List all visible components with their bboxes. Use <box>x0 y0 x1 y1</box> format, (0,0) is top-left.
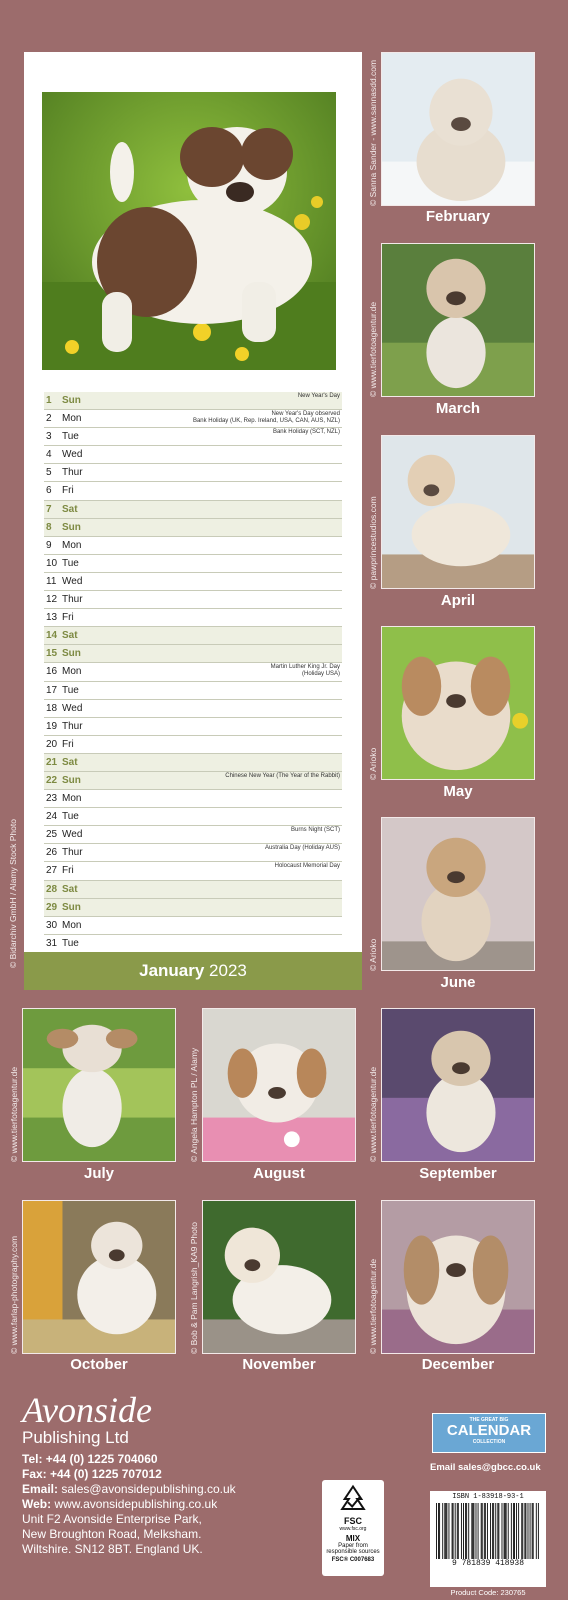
day-row <box>44 537 342 555</box>
day-event: Australia Day (Holiday AUS) <box>264 845 340 852</box>
barcode-bar <box>538 1503 539 1559</box>
june-credit: © Arioko <box>368 938 378 971</box>
day-number: 1 <box>46 395 52 406</box>
weekday: Sat <box>62 630 78 642</box>
march-credit: © www.tierfotoagentur.de <box>368 301 378 397</box>
barcode-bar <box>514 1503 515 1559</box>
year: 2023 <box>209 961 247 980</box>
day-number: 11 <box>46 575 57 587</box>
barcode-bar <box>466 1503 467 1559</box>
april-credit: © pawprincestudios.com <box>368 496 378 589</box>
day-number: 13 <box>46 612 58 624</box>
weekday: Thur <box>62 720 83 732</box>
barcode-bar <box>485 1503 486 1559</box>
day-event: Bank Holiday (SCT, NZL) <box>272 429 340 436</box>
september-photo <box>381 1008 535 1162</box>
barcode-bar <box>497 1503 498 1559</box>
barcode-bar <box>448 1503 449 1559</box>
day-row <box>44 736 342 754</box>
day-event: Holocaust Memorial Day <box>274 863 340 870</box>
barcode-block <box>430 1491 546 1587</box>
barcode-bar <box>478 1503 479 1559</box>
barcode-bar <box>528 1503 529 1559</box>
barcode-bar <box>525 1503 526 1559</box>
weekday: Fri <box>62 612 74 624</box>
january-credit: © Bidarchiv GmbH / Alamy Stock Photo <box>8 819 18 968</box>
july-photo <box>22 1008 176 1162</box>
weekday: Sat <box>62 503 78 515</box>
day-list <box>44 392 342 953</box>
day-number: 8 <box>46 521 52 533</box>
day-row <box>44 844 342 862</box>
barcode-bar <box>487 1503 488 1559</box>
barcode-bar <box>518 1503 519 1559</box>
march-photo <box>381 243 535 397</box>
tree-check-icon <box>336 1484 370 1514</box>
day-number: 16 <box>46 666 58 678</box>
december-photo <box>381 1200 535 1354</box>
barcode-bars <box>436 1503 540 1559</box>
weekday: Wed <box>62 449 83 461</box>
weekday: Wed <box>62 829 83 841</box>
day-number: 20 <box>46 738 58 750</box>
day-row <box>44 663 342 681</box>
day-number: 27 <box>46 865 58 877</box>
weekday: Fri <box>62 485 74 497</box>
barcode-bar <box>452 1503 453 1559</box>
day-number: 10 <box>46 557 58 569</box>
day-row <box>44 917 342 935</box>
barcode-bar <box>536 1503 537 1559</box>
barcode-bar <box>521 1503 522 1559</box>
june-label: June <box>440 974 476 991</box>
day-row <box>44 881 342 899</box>
fsc-site: www.fsc.org <box>339 1526 367 1532</box>
barcode-bar <box>492 1503 493 1559</box>
october-photo <box>22 1200 176 1354</box>
day-number: 23 <box>46 793 58 805</box>
day-number: 24 <box>46 811 58 823</box>
february-credit: © Sanna Sander - www.sannasdd.com <box>368 59 378 206</box>
november-credit: © Bob & Pam Langrish_KA9 Photo <box>189 1222 199 1354</box>
may-photo <box>381 626 535 780</box>
september-label: September <box>419 1165 497 1182</box>
november-photo <box>202 1200 356 1354</box>
fsc-paper: Paper from responsible sources <box>326 1543 380 1555</box>
publisher-name-2: Publishing Ltd <box>22 1428 129 1447</box>
january-photo <box>42 92 336 370</box>
barcode-bar <box>516 1503 517 1559</box>
day-row <box>44 410 342 428</box>
gbcc-email: Email sales@gbcc.co.uk <box>430 1462 541 1473</box>
barcode-digits: 9 781839 418938 <box>451 1559 524 1568</box>
day-number: 22 <box>46 774 58 786</box>
day-row <box>44 862 342 880</box>
december-label: December <box>421 1356 495 1373</box>
weekday: Tue <box>62 684 79 696</box>
fsc-mark: FSC <box>344 1516 362 1526</box>
day-row <box>44 609 342 627</box>
october-label: October <box>70 1356 128 1373</box>
barcode-bar <box>476 1503 477 1559</box>
barcode-bar <box>461 1503 462 1559</box>
gbcc-top: THE GREAT BIG <box>469 1417 509 1423</box>
barcode-bar <box>471 1503 472 1559</box>
may-label: May <box>443 783 473 800</box>
weekday: Sun <box>62 774 81 786</box>
barcode-bar <box>465 1503 466 1559</box>
barcode-bar <box>455 1503 456 1559</box>
barcode-bar <box>524 1503 525 1559</box>
weekday: Tue <box>62 431 79 443</box>
weekday: Mon <box>62 919 82 931</box>
barcode-bar <box>498 1503 499 1559</box>
publisher-block <box>22 1392 322 1557</box>
day-row <box>44 392 342 410</box>
day-number: 31 <box>46 937 58 949</box>
barcode-bar <box>439 1503 440 1559</box>
barcode-bar <box>446 1503 447 1559</box>
barcode-bar <box>533 1503 534 1559</box>
day-row <box>44 772 342 790</box>
day-row <box>44 826 342 844</box>
day-row <box>44 935 342 953</box>
day-number: 5 <box>46 467 52 479</box>
july-credit: © www.tierfotoagentur.de <box>9 1066 19 1162</box>
main-calendar-page <box>24 52 362 990</box>
barcode-bar <box>530 1503 531 1559</box>
february-photo <box>381 52 535 206</box>
month-title-bar <box>24 952 362 990</box>
day-row <box>44 700 342 718</box>
barcode-bar <box>468 1503 469 1559</box>
august-label: August <box>253 1165 305 1182</box>
gbcc-logo <box>432 1413 546 1453</box>
august-photo <box>202 1008 356 1162</box>
weekday: Tue <box>62 937 79 949</box>
day-row <box>44 482 342 500</box>
day-number: 30 <box>46 919 58 931</box>
weekday: Mon <box>62 539 82 551</box>
month-name: January <box>139 961 205 980</box>
day-number: 9 <box>46 539 52 551</box>
weekday: Fri <box>62 738 74 750</box>
day-event: Chinese New Year (The Year of the Rabbit) <box>225 772 340 779</box>
weekday: Wed <box>62 702 83 714</box>
day-number: 19 <box>46 720 58 732</box>
june-photo <box>381 817 535 971</box>
day-row <box>44 899 342 917</box>
day-number: 29 <box>46 901 58 913</box>
february-label: February <box>425 208 491 225</box>
day-number: 25 <box>46 829 58 841</box>
barcode-bar <box>495 1503 496 1559</box>
november-label: November <box>242 1356 316 1373</box>
day-number: 3 <box>46 431 52 443</box>
day-event: New Year's Day <box>297 393 340 399</box>
fsc-mix: MIX <box>345 1534 361 1543</box>
day-number: 18 <box>46 702 58 714</box>
day-number: 15 <box>46 648 58 660</box>
day-event: Martin Luther King Jr. Day (Holiday USA) <box>270 664 340 678</box>
barcode-bar <box>522 1503 523 1559</box>
day-number: 17 <box>46 684 58 696</box>
weekday: Sun <box>62 901 81 913</box>
weekday: Mon <box>62 413 82 425</box>
barcode-bar <box>481 1503 482 1559</box>
barcode-bar <box>453 1503 454 1559</box>
day-row <box>44 754 342 772</box>
july-label: July <box>83 1165 114 1182</box>
day-number: 4 <box>46 449 52 461</box>
barcode-bar <box>511 1503 512 1559</box>
day-number: 12 <box>46 594 58 606</box>
march-label: March <box>435 400 481 417</box>
day-row <box>44 591 342 609</box>
barcode-bar <box>442 1503 443 1559</box>
day-row <box>44 573 342 591</box>
barcode-bar <box>482 1503 483 1559</box>
day-event: Burns Night (SCT) <box>290 827 340 834</box>
weekday: Sun <box>62 521 81 533</box>
day-row <box>44 555 342 573</box>
barcode-bar <box>508 1503 509 1559</box>
weekday: Wed <box>62 575 83 587</box>
day-row <box>44 645 342 663</box>
weekday: Sat <box>62 883 78 895</box>
barcode-bar <box>445 1503 446 1559</box>
day-row <box>44 428 342 446</box>
barcode-bar <box>444 1503 445 1559</box>
december-credit: © www.tierfotoagentur.de <box>368 1258 378 1354</box>
weekday: Mon <box>62 793 82 805</box>
barcode-bar <box>436 1503 437 1559</box>
publisher-contact: Tel: +44 (0) 1225 704060 Fax: +44 (0) 1225 707012 Email: sales@avonsidepublishing.co.uk Web: www.avonsidepublishing.co.uk Unit F2 Avonside Enterprise Park, New Broughton Road, Melksham. Wiltshire. SN12 8BT. England UK. <box>22 1452 236 1556</box>
day-row <box>44 464 342 482</box>
april-photo <box>381 435 535 589</box>
day-number: 2 <box>46 413 52 425</box>
barcode-bar <box>458 1503 459 1559</box>
day-row <box>44 682 342 700</box>
day-row <box>44 446 342 464</box>
day-number: 26 <box>46 847 58 859</box>
may-credit: © Arioko <box>368 747 378 780</box>
barcode-bar <box>505 1503 506 1559</box>
weekday: Sat <box>62 756 78 768</box>
day-number: 28 <box>46 883 58 895</box>
barcode-bar <box>473 1503 474 1559</box>
october-credit: © www.farlap-photography.com <box>9 1235 19 1354</box>
barcode-bar <box>484 1503 485 1559</box>
weekday: Sun <box>62 648 81 660</box>
barcode-bar <box>493 1503 494 1559</box>
september-credit: © www.tierfotoagentur.de <box>368 1066 378 1162</box>
weekday: Fri <box>62 865 74 877</box>
barcode-bar <box>506 1503 507 1559</box>
barcode-bar <box>438 1503 439 1559</box>
isbn-text: ISBN 1-83918-93-1 <box>452 1493 524 1501</box>
april-label: April <box>440 592 476 609</box>
barcode-bar <box>513 1503 514 1559</box>
weekday: Thur <box>62 847 83 859</box>
day-number: 6 <box>46 485 52 497</box>
august-credit: © Angela Hampton PL / Alamy <box>189 1047 199 1162</box>
weekday: Tue <box>62 811 79 823</box>
day-row <box>44 501 342 519</box>
weekday: Thur <box>62 594 83 606</box>
product-code: Product Code: 230765 <box>450 1588 526 1597</box>
day-row <box>44 808 342 826</box>
barcode-bar <box>490 1503 491 1559</box>
day-row <box>44 718 342 736</box>
barcode-bar <box>463 1503 464 1559</box>
barcode-bar <box>472 1503 473 1559</box>
weekday: Thur <box>62 467 83 479</box>
fsc-code: FSC® C007683 <box>331 1557 375 1563</box>
gbcc-sub: COLLECTION <box>472 1439 506 1445</box>
publisher-name: Avonside <box>22 1390 152 1430</box>
barcode-bar <box>504 1503 505 1559</box>
day-number: 21 <box>46 756 58 768</box>
day-number: 7 <box>46 503 52 515</box>
gbcc-main: CALENDAR <box>446 1422 532 1439</box>
fsc-logo <box>322 1480 384 1576</box>
day-row <box>44 627 342 645</box>
day-row <box>44 790 342 808</box>
day-row <box>44 519 342 537</box>
barcode-bar <box>457 1503 458 1559</box>
day-number: 14 <box>46 630 58 642</box>
barcode-bar <box>502 1503 503 1559</box>
barcode-bar <box>532 1503 533 1559</box>
weekday: Sun <box>62 395 81 406</box>
day-event: New Year's Day observed Bank Holiday (UK, Rep. Ireland, USA, CAN, AUS, NZL) <box>192 411 340 425</box>
weekday: Mon <box>62 666 82 678</box>
weekday: Tue <box>62 557 79 569</box>
